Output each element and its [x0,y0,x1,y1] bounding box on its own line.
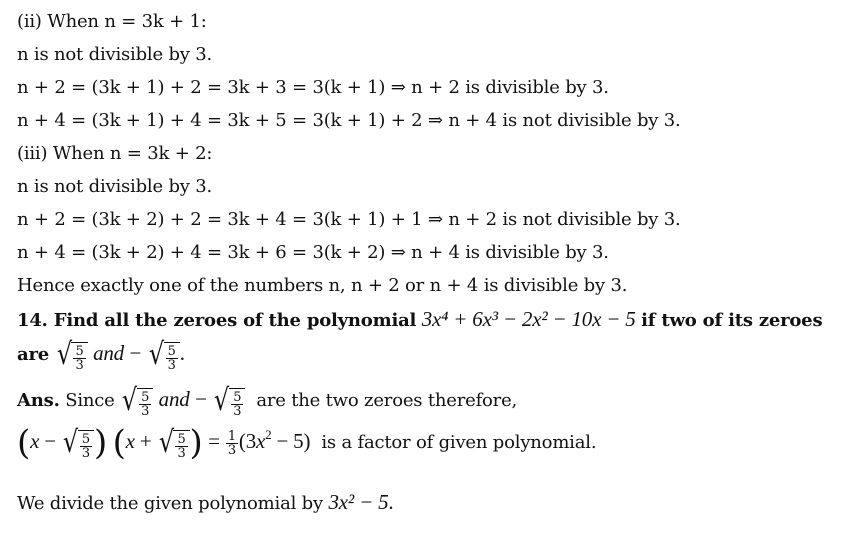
case-iii-heading: (iii) When n = 3k + 2: [17,143,213,164]
question-14-and: and [93,341,124,365]
question-14-line-1 [17,307,822,333]
factor-sqrt-1: √ $\frac{5}{3}$ [61,426,94,460]
conclusion-line: Hence exactly one of the numbers n, n + 2 or n + 4 is divisible by 3. [17,275,628,296]
answer-tail: are the two zeroes therefore, [256,390,518,411]
sqrt-5-3: √ $\frac{5}{3}$ [55,338,88,372]
question-14-are: are [17,344,49,365]
case-ii-heading: (ii) When n = 3k + 1: [17,11,207,32]
one-third-fraction: $\frac{1}{3}$ [227,428,236,458]
sqrt-5-3-negative: √ $\frac{5}{3}$ [147,338,180,372]
answer-and: and [158,387,190,411]
case-ii-line-1: n is not divisible by 3. [17,44,213,65]
case-ii-line-3: n + 4 = (3k + 1) + 4 = 3k + 5 = 3(k + 1) + 2 ⇒ n + 4 is not divisible by 3. [17,110,681,131]
case-iii-line-2: n + 2 = (3k + 2) + 2 = 3k + 4 = 3(k + 1) + 1 ⇒ n + 2 is not divisible by 3. [17,209,681,230]
case-ii-line-2: n + 2 = (3k + 1) + 2 = 3k + 3 = 3(k + 1) ⇒ n + 2 is divisible by 3. [17,77,609,98]
answer-sqrt-5-3: √ $\frac{5}{3}$ [120,384,153,418]
factor-sqrt-2: √ $\frac{5}{3}$ [157,426,190,460]
question-14-line-2: are √ $\frac{5}{3}$ and − √ $\frac{5}{3}$ . [17,337,185,373]
case-iii-line-3: n + 4 = (3k + 2) + 4 = 3k + 6 = 3(k + 2) ⇒ n + 4 is divisible by 3. [17,242,609,263]
question-14-polynomial: 3x⁴ + 6x³ − 2x² − 10x − 5 [421,307,636,331]
answer-since: Since [65,390,115,411]
question-14-suffix: if two of its zeroes [641,310,823,331]
answer-factor-line: (x − √ $\frac{5}{3}$ ) (x + √ $\frac{5}{3}$ ) = $\frac{1}{3}$ $(3x^2 - 5)$ is a factor of given polynomial. [17,423,597,463]
answer-sqrt-5-3-negative: √ $\frac{5}{3}$ [212,384,245,418]
question-14-label: 14. Find all the zeroes of the polynomial [17,310,417,331]
divisor-expression: 3x² − 5 [328,490,389,514]
divide-text: We divide the given polynomial by [17,493,323,514]
case-iii-line-1: n is not divisible by 3. [17,176,213,197]
factor-tail: is a factor of given polynomial. [321,432,597,453]
answer-label: Ans. [17,390,60,411]
question-14-minus: − [129,341,142,365]
divide-line: We divide the given polynomial by 3x² − 5. [17,490,394,514]
answer-line-1: Ans. Since √ $\frac{5}{3}$ and − √ $\frac{5}{3}$ are the two zeroes therefore, [17,383,518,419]
